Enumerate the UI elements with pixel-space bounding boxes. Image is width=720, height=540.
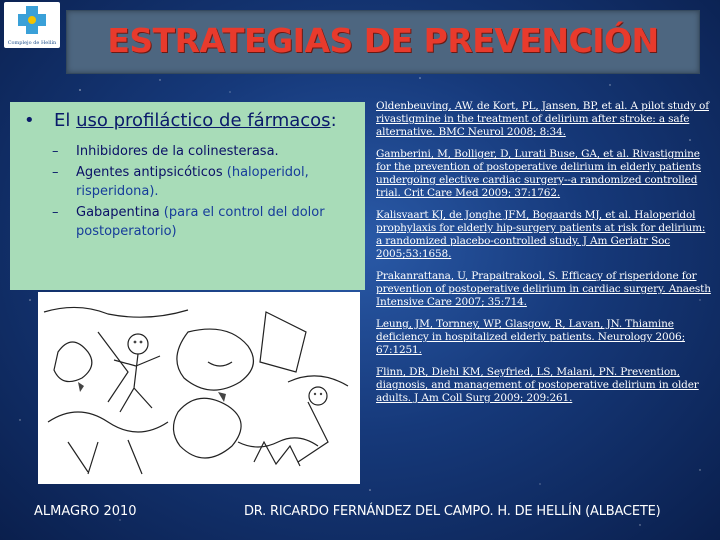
sub-bullet-strong: Agentes antipsicóticos [76, 165, 223, 180]
sub-bullet-item [22, 163, 355, 201]
logo-center-dot [28, 16, 36, 24]
reference-item: Oldenbeuving, AW, de Kort, PL, Jansen, BP, et al. A pilot study of rivastigmine in the treatment of delirium after stroke: a safe alternative. BMC Neurol 2008; 8:34. [376, 100, 709, 138]
reference-item: Gamberini, M, Bolliger, D, Lurati Buse, GA, et al. Rivastigmine for the prevention of postoperative delirium in elderly patients undergoing elective cardiac surgery--a randomized controlled trial. Crit Care Med 2009; 37:1762. [376, 148, 701, 199]
bullet-dot: • [24, 110, 35, 131]
main-bullet [24, 108, 355, 134]
sub-bullet-list [22, 142, 355, 241]
logo-caption: Complejo de Hellín [7, 40, 57, 46]
bullet-panel [10, 102, 365, 290]
sub-bullet-strong: Gabapentina [76, 205, 160, 220]
sub-bullet-item [22, 142, 355, 161]
reference-item: Prakanrattana, U, Prapaitrakool, S. Efficacy of risperidone for prevention of postoperative delirium in cardiac surgery. Anaesth Intensive Care 2007; 35:714. [376, 270, 711, 308]
slide-title: ESTRATEGIAS DE PREVENCIÓN [107, 21, 659, 60]
comic-strip-image [38, 292, 360, 484]
title-banner [66, 10, 700, 74]
reference-item: Flinn, DR, Diehl KM, Seyfried, LS, Malani, PN. Prevention, diagnosis, and management of postoperative delirium in older adults. J Am Coll Surg 2009; 209:261. [376, 366, 699, 404]
main-bullet-prefix: El [54, 110, 77, 131]
dash-marker: – [52, 165, 59, 180]
sub-bullet-strong: Inhibidores de la colinesterasa. [76, 144, 279, 159]
footer-location: ALMAGRO 2010 [34, 504, 137, 519]
sub-bullet-item [22, 203, 355, 241]
dash-marker: – [52, 144, 59, 159]
reference-item: Leung, JM, Tornney, WP, Glasgow, R, Lavan, JN. Thiamine deficiency in hospitalized elderly patients. Neurology 2006; 67:1251. [376, 318, 685, 356]
references-list [376, 100, 712, 414]
sub-bullet-soft: (haloperidol, risperidona). [76, 165, 309, 199]
main-bullet-suffix: : [330, 110, 337, 131]
reference-item: Kalisvaart KJ, de Jonghe JFM, Bogaards MJ, et al. Haloperidol prophylaxis for elderly hip-surgery patients at risk for delirium: a randomized placebo-controlled study. J Am Geriatr Soc 2005;53:1658. [376, 209, 706, 260]
hospital-logo [4, 2, 60, 48]
footer-author: DR. RICARDO FERNÁNDEZ DEL CAMPO. H. DE HELLÍN (ALBACETE) [244, 504, 661, 519]
comic-strip-drawing [38, 292, 360, 484]
sub-bullet-soft: (para el control del dolor postoperatorio) [76, 205, 325, 239]
main-bullet-underlined: uso profiláctico de fármacos [76, 110, 331, 131]
dash-marker: – [52, 205, 59, 220]
